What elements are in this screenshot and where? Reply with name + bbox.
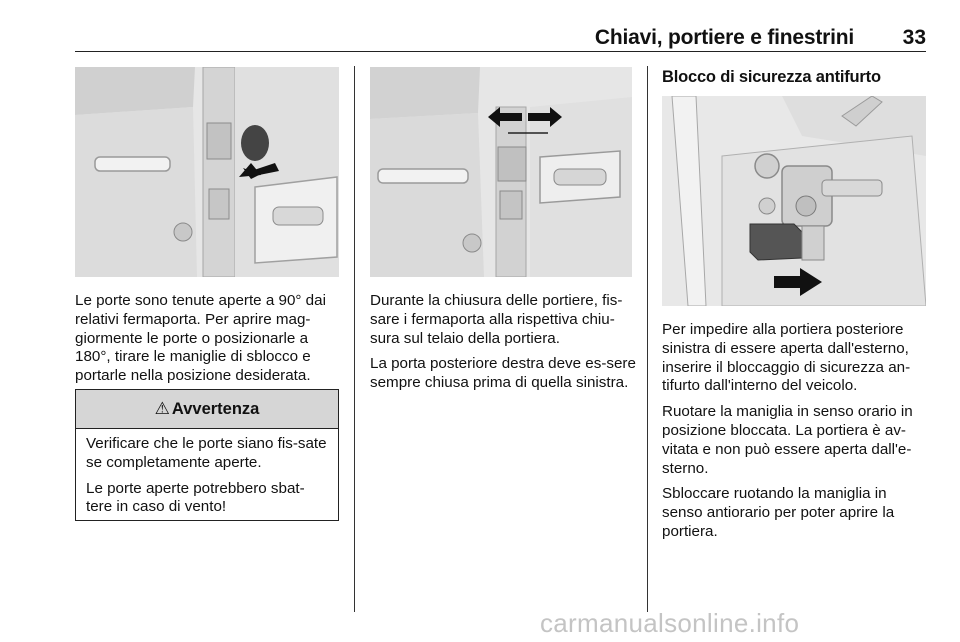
- closing-instructions: [370, 292, 636, 400]
- body-paragraph: Ruotare la maniglia in senso orario in posizione bloccata. La portiera è av-vitata e non può essere aperta dall'e-sterno.: [662, 403, 913, 477]
- door-stop-paragraph: Le porte sono tenute aperte a 90° dai relativi fermaporta. Per aprire mag-giormente le porte o posizionarle a 180°, tirare le maniglie di sblocco e portarle nella posizione desiderata.: [75, 292, 326, 385]
- warning-body: [76, 429, 338, 517]
- warning-paragraph: Le porte aperte potrebbero sbat-tere in caso di vento!: [86, 479, 305, 516]
- page-number: 33: [902, 26, 926, 49]
- body-paragraph: La porta posteriore destra deve es-sere sempre chiusa prima di quella sinistra.: [370, 355, 636, 392]
- body-paragraph: Sbloccare ruotando la maniglia in senso antiorario per poter aprire la portiera.: [662, 485, 895, 540]
- page-header: [75, 26, 926, 52]
- door-stop-closing-illustration: [370, 67, 632, 277]
- body-paragraph: Per impedire alla portiera posteriore sinistra di essere aperta dall'esterno, inserire il bloccaggio di sicurezza an-tifurto dall'interno del veicolo.: [662, 321, 911, 395]
- column-divider: [354, 66, 355, 612]
- anti-theft-instructions: [662, 321, 930, 549]
- body-paragraph: Durante la chiusura delle portiere, fis-sare i fermaporta alla rispettiva chiu-sura sul telaio della portiera.: [370, 292, 623, 347]
- warning-title: Avvertenza: [171, 399, 260, 418]
- chapter-title: Chiavi, portiere e finestrini: [594, 26, 854, 49]
- warning-paragraph: Verificare che le porte siano fis-sate se completamente aperte.: [86, 435, 327, 471]
- watermark: carmanualsonline.info: [540, 608, 800, 638]
- anti-theft-lock-illustration: [662, 96, 926, 306]
- section-title: Blocco di sicurezza antifurto: [662, 68, 881, 86]
- door-stop-illustration: [75, 67, 339, 277]
- column-divider: [647, 66, 648, 612]
- warning-box: [75, 389, 339, 521]
- warning-header: [76, 390, 338, 429]
- warning-triangle-icon: ⚠: [154, 399, 170, 418]
